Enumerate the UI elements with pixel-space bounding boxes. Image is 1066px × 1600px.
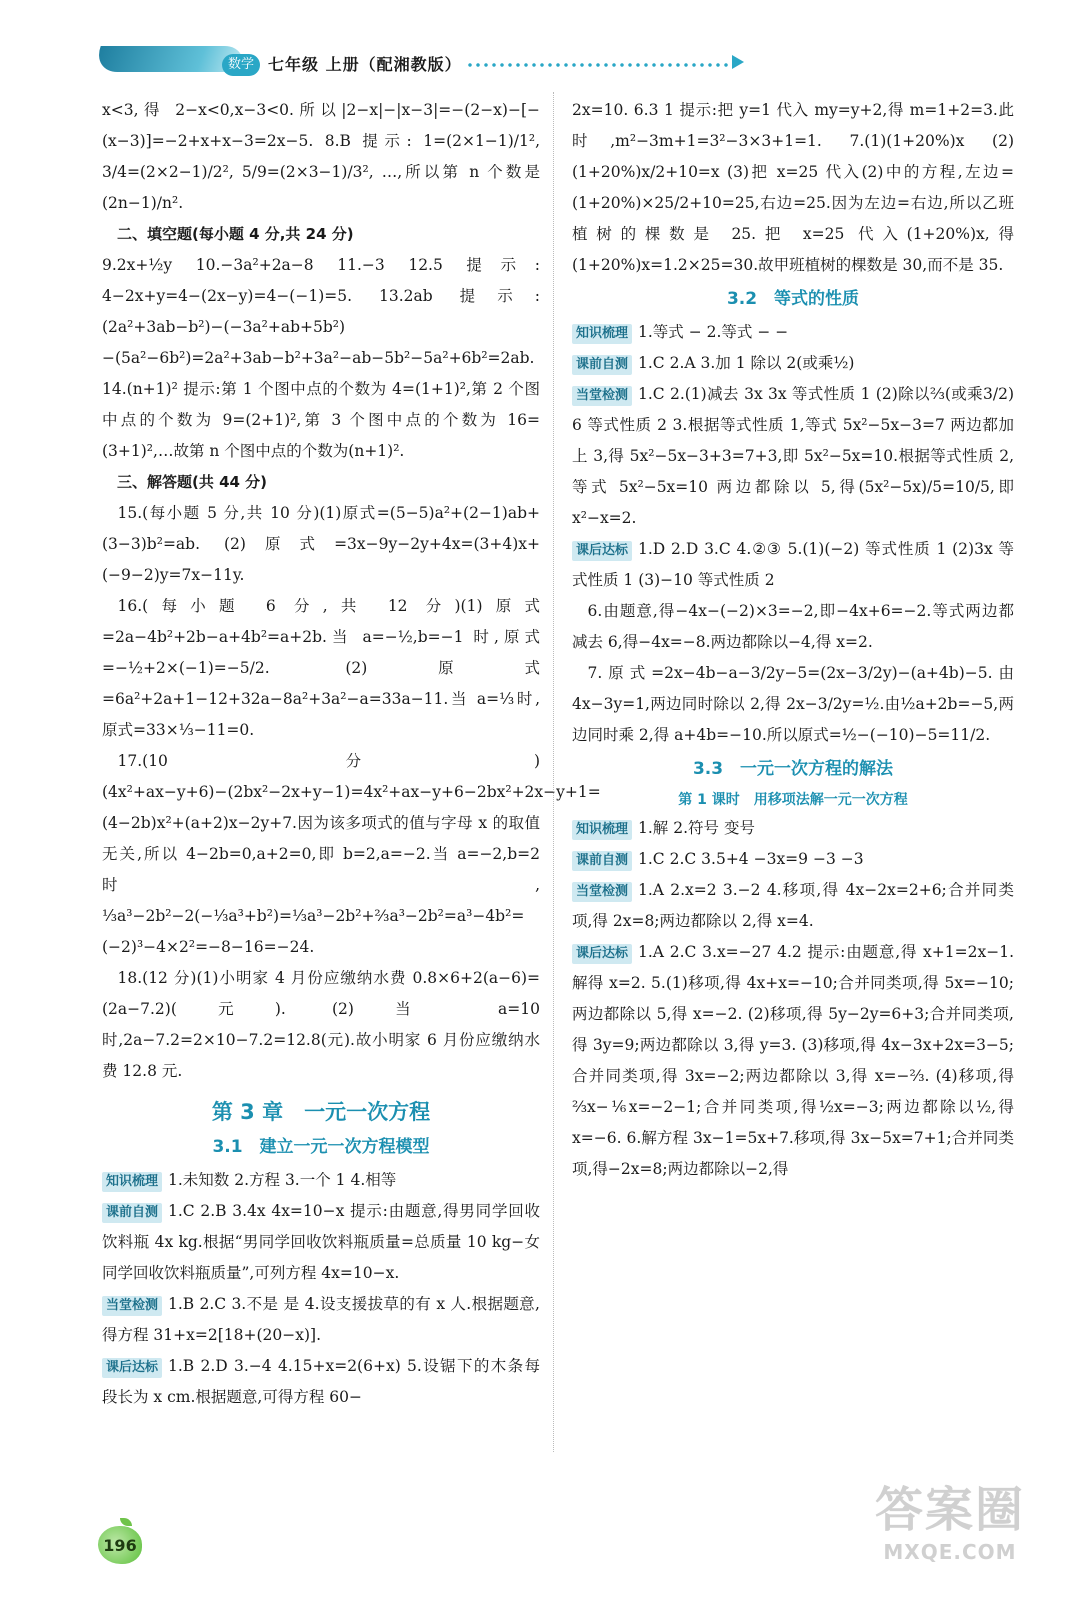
section-tag: 课后达标 bbox=[572, 541, 632, 561]
answer-text: 1.等式 − 2.等式 − − bbox=[638, 323, 789, 341]
page-number: 196 bbox=[98, 1526, 142, 1564]
answer-block bbox=[572, 348, 1014, 379]
lesson-title: 第 1 课时 用移项法解一元一次方程 bbox=[678, 792, 908, 808]
section-tag: 课前自测 bbox=[102, 1203, 162, 1223]
answer-paragraph: 9.2x+½y 10.−3a²+2a−8 11.−3 12.5 提示: 4−2x+y=4−(2x−y)=4−(−1)=5. 13.2ab 提示: (2a²+3ab−b²)−(−3a²+ab+5b²)−(5a²−6b²)=2a²+3ab−b²+3a²−ab−5b²−5a²+6b²=2ab. 14.(n+1)² 提示:第 1 个图中点的个数为 4=(1+1)²,第 2 个图中点的个数为 9=(2+1)²,第 3 个图中点的个数为 16=(3+1)²,…故第 n 个图中点的个数为(n+1)². bbox=[102, 256, 540, 460]
book-title: 七年级 上册（配湘教版） bbox=[268, 55, 462, 74]
answer-paragraph: 7.原式=2x−4b−a−3/2y−5=(2x−3/2y)−(a+4b)−5.由 4x−3y=1,两边同时除以 2,得 2x−3/2y=½.由½a+2b=−5,两边同时乘 2,得 a+4b=−10.所以原式=½−(−10)−5=11/2. bbox=[572, 664, 1014, 744]
answer-text: 1.B 2.D 3.−4 4.15+x=2(6+x) 5.设锯下的木条每段长为 x cm.根据题意,可得方程 60− bbox=[102, 1357, 540, 1406]
section-tag: 当堂检测 bbox=[572, 386, 632, 406]
answer-block bbox=[572, 875, 1014, 937]
section-tag: 课前自测 bbox=[572, 851, 632, 871]
left-column bbox=[102, 95, 601, 1413]
answer-text: 1.A 2.x=2 3.−2 4.移项,得 4x−2x=2+6;合并同类项,得 2x=8;两边都除以 2,得 x=4. bbox=[572, 881, 1014, 930]
answer-paragraph: 16.(每小题 6 分,共 12 分)(1)原式=2a−4b²+2b−a+4b²=a+2b.当 a=−½,b=−1 时,原式=−½+2×(−1)=−5/2. (2)原式=6a²+2a+1−12+32a−8a²+3a²−a=33a−11.当 a=⅓时,原式=33×⅓−11=0. bbox=[102, 597, 540, 739]
section-tag: 当堂检测 bbox=[102, 1296, 162, 1316]
answer-text: 1.A 2.C 3.x=−27 4.2 提示:由题意,得 x+1=2x−1.解得 x=2. 5.(1)移项,得 4x+x=−10;合并同类项,得 5x=−10;两边都除以 5,得 x=−2. (2)移项,得 5y−2y=6+3;合并同类项,得 3y=9;两边都除以 3,得 y=3. (3)移项,得 4x−3x+2x=3−5;合并同类项,得 3x=−2;两边都除以 3,得 x=−⅔. (4)移项,得⅔x−⅙x=−2−1;合并同类项,得½x=−3;两边都除以½,得 x=−6. 6.解方程 3x−1=5x+7.移项,得 3x−5x=7+1;合并同类项,得−2x=8;两边都除以−2,得 bbox=[572, 943, 1014, 1178]
answer-block bbox=[102, 1351, 540, 1413]
column-divider bbox=[553, 92, 554, 1452]
answer-block bbox=[572, 937, 1014, 1185]
watermark-url: MXQE.COM bbox=[883, 1540, 1017, 1564]
watermark-logo bbox=[860, 1480, 1040, 1590]
answer-paragraph: 6.由题意,得−4x−(−2)×3=−2,即−4x+6=−2.等式两边都减去 6,得−4x=−8.两边都除以−4,得 x=2. bbox=[572, 602, 1014, 651]
right-column bbox=[572, 95, 1014, 1185]
leaf-icon bbox=[120, 1518, 132, 1526]
header-dotted-line bbox=[466, 63, 734, 67]
subsection-title: 3.1 建立一元一次方程模型 bbox=[212, 1137, 430, 1157]
subsection-title: 3.2 等式的性质 bbox=[726, 289, 860, 309]
page-header bbox=[0, 0, 1066, 90]
answer-paragraph: 15.(每小题 5 分,共 10 分)(1)原式=(5−5)a²+(2−1)ab+(3−3)b²=ab. (2)原式=3x−9y−2y+4x=(3+4)x+(−9−2)y=7x−11y. bbox=[102, 504, 540, 584]
answer-paragraph: 18.(12 分)(1)小明家 4 月份应缴纳水费 0.8×6+2(a−6)=(2a−7.2)(元). (2)当 a=10 时,2a−7.2=2×10−7.2=12.8(元).故小明家 6 月份应缴纳水费 12.8 元. bbox=[102, 969, 540, 1080]
answer-text: 1.C 2.B 3.4x 4x=10−x 提示:由题意,得男同学回收饮料瓶 4x kg.根据“男同学回收饮料瓶质量=总质量 10 kg−女同学回收饮料瓶质量”,可列方程 4x=10−x. bbox=[102, 1202, 540, 1282]
answer-paragraph: 2x=10. 6.3 1 提示:把 y=1 代入 my=y+2,得 m=1+2=3.此时,m²−3m+1=3²−3×3+1=1. 7.(1)(1+20%)x (2)(1+20%)x/2+10=x (3)把 x=25 代入(2)中的方程,左边=(1+20%)×25/2+10=25,右边=25.因为左边=右边,所以乙班植树的棵数是 25.把 x=25 代入(1+20%)x,得(1+20%)x=1.2×25=30.故甲班植树的棵数是 30,而不是 35. bbox=[572, 101, 1014, 274]
answer-text: 1.B 2.C 3.不是 是 4.设支援拔草的有 x 人.根据题意,得方程 31+x=2[18+(20−x)]. bbox=[102, 1295, 540, 1344]
section-heading: 二、填空题(每小题 4 分,共 24 分) bbox=[117, 225, 354, 243]
answer-block bbox=[572, 534, 1014, 596]
section-tag: 知识梳理 bbox=[102, 1172, 162, 1192]
section-tag: 当堂检测 bbox=[572, 882, 632, 902]
chapter-title: 第 3 章 一元一次方程 bbox=[211, 1100, 431, 1124]
answer-text: 1.D 2.D 3.C 4.②③ 5.(1)(−2) 等式性质 1 (2)3x 等式性质 1 (3)−10 等式性质 2 bbox=[572, 540, 1014, 589]
answer-text: 1.未知数 2.方程 3.一个 1 4.相等 bbox=[168, 1171, 397, 1189]
answer-text: 1.解 2.符号 变号 bbox=[638, 819, 755, 837]
subsection-title: 3.3 一元一次方程的解法 bbox=[692, 759, 894, 779]
section-tag: 课前自测 bbox=[572, 355, 632, 375]
answer-block bbox=[572, 813, 1014, 844]
section-tag: 知识梳理 bbox=[572, 820, 632, 840]
section-heading: 三、解答题(共 44 分) bbox=[117, 473, 268, 491]
answer-paragraph: x<3,得 2−x<0,x−3<0.所以|2−x|−|x−3|=−(2−x)−[−(x−3)]=−2+x+x−3=2x−5. 8.B 提示: 1=(2×1−1)/1², 3/4=(2×2−1)/2², 5/9=(2×3−1)/3², …,所以第 n 个数是(2n−1)/n². bbox=[102, 101, 540, 212]
section-tag: 课后达标 bbox=[572, 944, 632, 964]
answer-block bbox=[102, 1196, 540, 1289]
answer-text: 1.C 2.(1)减去 3x 3x 等式性质 1 (2)除以⅔(或乘3/2) 6 等式性质 2 3.根据等式性质 1,等式 5x²−5x−3=7 两边都加上 3,得 5x²−5x−3+3=7+3,即 5x²−5x=10.根据等式性质 2,等式 5x²−5x=10 两边都除以 5,得(5x²−5x)/5=10/5,即 x²−x=2. bbox=[572, 385, 1014, 527]
answer-block bbox=[572, 317, 1014, 348]
section-tag: 课后达标 bbox=[102, 1358, 162, 1378]
watermark-text: 答案圈 bbox=[874, 1482, 1025, 1538]
arrow-right-icon bbox=[732, 55, 744, 69]
answer-block bbox=[572, 844, 1014, 875]
answer-block bbox=[102, 1165, 540, 1196]
section-tag: 知识梳理 bbox=[572, 324, 632, 344]
answer-block bbox=[102, 1289, 540, 1351]
answer-block bbox=[572, 379, 1014, 534]
answer-paragraph: 17.(10 分)(4x²+ax−y+6)−(2bx²−2x+y−1)=4x²+ax−y+6−2bx²+2x−y+1=(4−2b)x²+(a+2)x−2y+7.因为该多项式的值与字母 x 的取值无关,所以 4−2b=0,a+2=0,即 b=2,a=−2.当 a=−2,b=2 时, ⅓a³−2b²−2(−⅓a³+b²)=⅓a³−2b²+⅔a³−2b²=a³−4b²=(−2)³−4×2²=−8−16=−24. bbox=[102, 752, 601, 956]
answer-text: 1.C 2.A 3.加 1 除以 2(或乘½) bbox=[638, 354, 855, 372]
subject-badge: 数学 bbox=[222, 54, 260, 76]
answer-text: 1.C 2.C 3.5+4 −3x=9 −3 −3 bbox=[638, 850, 864, 868]
